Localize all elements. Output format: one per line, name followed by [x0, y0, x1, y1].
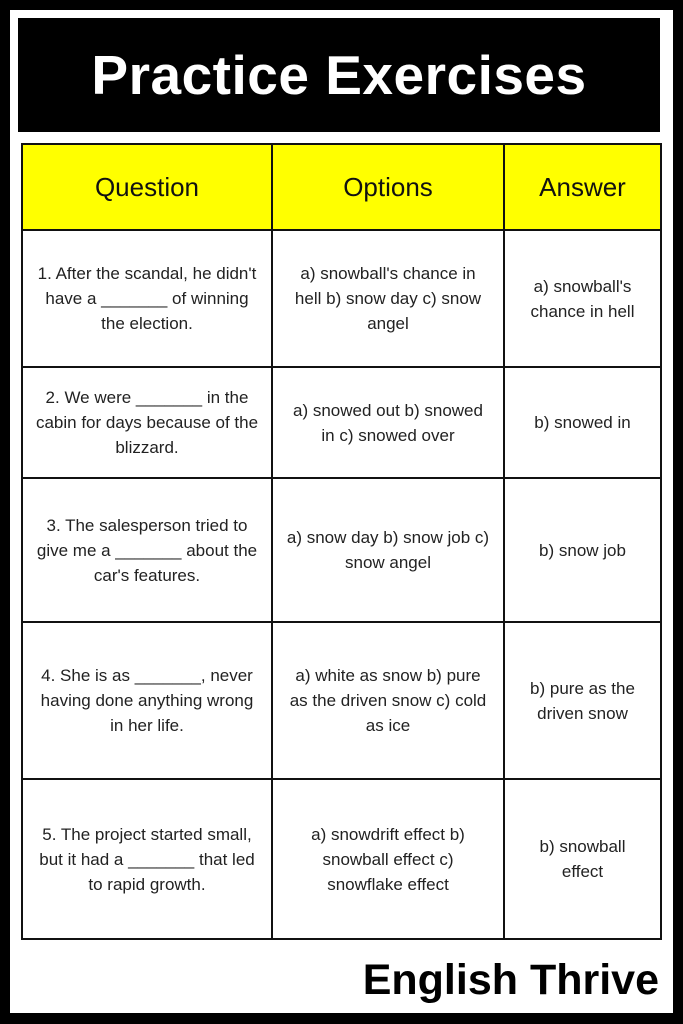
answer-cell: b) snowed in [504, 367, 661, 478]
table-header-row [22, 144, 661, 230]
question-cell: 2. We were _______ in the cabin for days because of the blizzard. [22, 367, 272, 478]
header-options: Options [272, 144, 504, 230]
answer-cell: b) snow job [504, 478, 661, 622]
table-row [22, 367, 661, 478]
page-title: Practice Exercises [91, 44, 587, 106]
options-cell: a) white as snow b) pure as the driven snow c) cold as ice [272, 622, 504, 779]
question-cell: 1. After the scandal, he didn't have a _______ of winning the election. [22, 230, 272, 367]
header-answer: Answer [504, 144, 661, 230]
title-bar [18, 18, 660, 132]
options-cell: a) snow day b) snow job c) snow angel [272, 478, 504, 622]
table-row [22, 779, 661, 939]
brand-footer: English Thrive [362, 956, 659, 1004]
exercise-table [21, 143, 662, 940]
answer-cell: b) snowball effect [504, 779, 661, 939]
page [10, 10, 673, 1013]
options-cell: a) snowball's chance in hell b) snow day c) snow angel [272, 230, 504, 367]
answer-cell: b) pure as the driven snow [504, 622, 661, 779]
table-row [22, 230, 661, 367]
question-cell: 4. She is as _______, never having done anything wrong in her life. [22, 622, 272, 779]
answer-cell: a) snowball's chance in hell [504, 230, 661, 367]
table-row [22, 622, 661, 779]
options-cell: a) snowdrift effect b) snowball effect c) snowflake effect [272, 779, 504, 939]
question-cell: 3. The salesperson tried to give me a _______ about the car's features. [22, 478, 272, 622]
header-question: Question [22, 144, 272, 230]
table-row [22, 478, 661, 622]
question-cell: 5. The project started small, but it had a _______ that led to rapid growth. [22, 779, 272, 939]
options-cell: a) snowed out b) snowed in c) snowed over [272, 367, 504, 478]
